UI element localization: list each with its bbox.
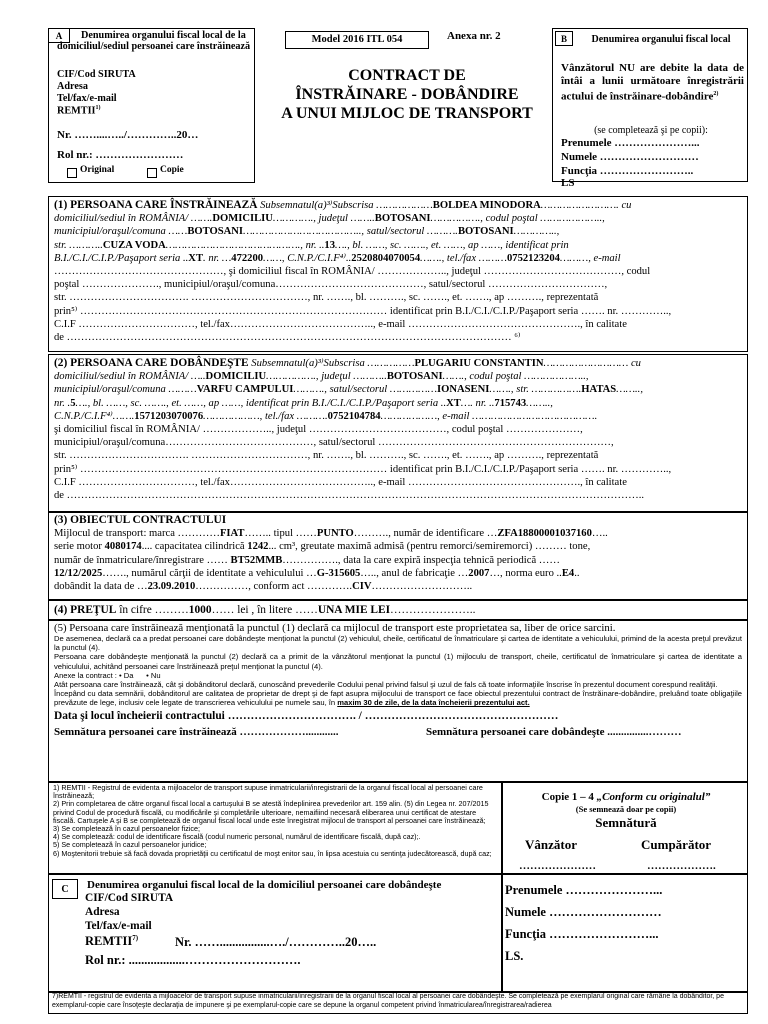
buyer-numar-ci[interactable]: 715743: [494, 397, 527, 409]
s3-l4d: …, norma euro ..: [489, 567, 562, 579]
footnote-7: 7)REMTII - registrul de evidenta a mijloacelor de transport supuse inmatricularii/inregistrarii de la organul fiscal local al persoanei care dobândeşte. Se completează pe exemplarul original care rămâne la dobânditor, pe exemplarul-copie care însoţeşte declaraţia de impunere şi pe exemplarul-copie care se depune la organul competent privind înmatricularea/înregistrarea/radierea: [52, 993, 724, 1009]
seller-municipiu[interactable]: BOTOSANI: [187, 226, 244, 238]
copies-title-a: Copie 1 – 4: [541, 791, 597, 803]
buyer-strada[interactable]: HATAS: [581, 384, 617, 396]
s2-line-6: şi domiciliul fiscal în ROMÂNIA/ ……………….., judeţul …………………………………, codul poştal …………………,: [54, 424, 583, 436]
box-a-original-option[interactable]: [67, 165, 114, 178]
box-c-tel: Tel/fax/e-mail: [85, 920, 152, 932]
copies-title: [503, 791, 749, 803]
s2-l3a: municipiul/oraşul/comuna ………: [54, 384, 197, 396]
s5-anexe[interactable]: Anexe la contract : • Da • Nu: [54, 670, 161, 680]
section-object: [48, 512, 748, 600]
s3-l2a: serie motor: [54, 541, 105, 553]
s3-l5b: ……………, conform act ………….: [195, 581, 353, 593]
contract-date-place[interactable]: Data şi locul încheierii contractului ……………………………. / ……………………………………………: [54, 709, 559, 722]
buyer-tel[interactable]: 0752104784: [327, 410, 381, 422]
seller-sector[interactable]: BOTOSANI: [457, 226, 514, 238]
s1-l1-tail: ……………………. cu: [540, 200, 632, 211]
box-b: [552, 28, 748, 189]
s3-l3a: număr de înmatriculare/înregistrare ……: [54, 554, 231, 566]
s2-line-5: [49, 410, 747, 423]
seller-name[interactable]: BOLDEA MINODORA: [432, 200, 541, 211]
s1-line-8: str. ……………………………. ……………………………, nr. ……., bl. ………., sc. ……., et. ……., ap ………., reprezentată: [54, 292, 599, 304]
box-c-remtii-label: REMTII: [85, 934, 133, 949]
box-c: [48, 874, 502, 992]
s4-a: în cifre ………: [116, 604, 189, 616]
copies-dots-vanzator[interactable]: …………………: [519, 860, 596, 872]
seller-tel[interactable]: 0752123204: [506, 252, 560, 264]
s2-l2c: ……., codul poştal ………………..,: [442, 371, 589, 383]
s2-label: (2) PERSOANA CARE DOBÂNDEŞTE: [54, 357, 249, 369]
buyer-sector[interactable]: IONASENI: [437, 384, 490, 396]
s2-l3d: ……..,: [616, 384, 643, 396]
s3-l1d: …..: [591, 528, 608, 540]
box-b-note: [561, 62, 744, 103]
s3-l3b: ……………., data la care expiră inspecţia tehnică periodică ……: [282, 554, 560, 566]
s4-line: [49, 604, 747, 617]
note-1: 1) REMTII - Registrul de evidenta a mijloacelor de transport supuse inmatricularii/inregistrarii de la organul fiscal local al persoanei care înstrăinează;: [53, 783, 483, 801]
s4-b: …… lei , în litere ……: [211, 604, 318, 616]
box-c-rol[interactable]: Rol nr.: ..................……………………….: [85, 953, 301, 967]
s2-line-1: [49, 357, 747, 370]
buyer-name[interactable]: PLUGARIU CONSTANTIN: [414, 358, 544, 369]
box-b-letter: B: [555, 31, 573, 46]
box-c-ls: LS.: [505, 949, 524, 963]
s2-line-3: [49, 383, 747, 396]
box-b-ls: LS: [561, 177, 575, 189]
box-a-remtii: [57, 105, 101, 116]
s2-line-9: prin⁵⁾ …………………………………………………………………………… identificat prin B.I./C.I./C.I.P./Paşaport seria ……. nr. …………..,: [54, 463, 672, 475]
copies-vanzator: Vânzător: [525, 837, 577, 852]
box-c-remtii-sup: 7): [132, 934, 139, 942]
s1-l4c: …., bl. ……, sc. ……., et. ……, ap ……, identificat prin: [335, 239, 569, 251]
s5-p5a: Începând cu data semnării, dobânditorul are calitatea de proprietar de drept şi de fapt asupra mijlocului de transport ce face obiectul prezentului contract de înstrăinare-dobândire, preluând toate obligaţiile prevăzute de lege, inclusiv cele legate de transcrierea vehiculului pe numele sau, în: [54, 689, 742, 708]
s3-label: (3) OBIECTUL CONTRACTULUI: [54, 514, 227, 526]
s1-line-2: [49, 212, 747, 225]
model-label: Model 2016 ITL 054: [285, 31, 429, 49]
note-5: 5) Se completează în cazul persoanelor juridice;: [53, 840, 207, 850]
original-label: Original: [80, 165, 115, 175]
s1-l3c: …………..,: [513, 226, 560, 238]
box-a-remtii-label: REMTII: [57, 105, 96, 117]
box-b-note-text: Vânzătorul NU are debite la data de întâi a lunii următoare înregistrării actului de înstrăinare-dobândire: [561, 62, 744, 103]
s2-line-4: [49, 397, 747, 410]
s5-p1: (5) Persoana care înstrăinează menţionată la punctul (1) declară ca mijlocul de transport este proprietatea sa, liber de orice sarcini.: [54, 622, 616, 634]
s1-line-3: [49, 225, 747, 238]
s3-l4e: ..: [574, 567, 580, 579]
s2-line-8: str. ……………………………. ……………………………, nr. ……., bl. ………., sc. ……., et. ……., ap ………., reprezentată: [54, 450, 599, 462]
s1-label: (1) PERSOANA CARE ÎNSTRĂINEAZĂ: [54, 199, 258, 211]
note-2: 2) Prin completarea de către organul fiscal local a cartuşului B se atestă îndeplinirea prevederilor art. 159 alin. (5) din Legea nr. 207/2015 privind Codul de procedură fiscală, cu modificările şi completările ulterioare, nemaifiind necesară eliberarea unui certificat de atestare fiscală. Cartuşele A şi B se completează de organul fiscal local unde este înregistrat mijlocul de transport al persoanei care înstrăinează;: [53, 799, 489, 825]
s3-l5c: ………………………..: [371, 581, 473, 593]
copie-label: Copie: [160, 165, 184, 175]
s3-l1b: …….. tipul ……: [244, 528, 317, 540]
section-buyer: [48, 354, 748, 512]
vehicle-motor[interactable]: 4080174: [104, 541, 142, 553]
footnote-7-box: [48, 992, 748, 1014]
vehicle-itp[interactable]: 12/12/2025: [54, 567, 103, 579]
box-b-sub: (se completează şi pe copii):: [594, 125, 708, 136]
s1-line-10: C.I.F ……………………………, tel./fax………………………………….., e-mail …………………………………………., în calitate: [54, 318, 627, 330]
seller-numar-ci[interactable]: 472200: [231, 252, 264, 264]
buyer-seria[interactable]: XT: [446, 397, 461, 409]
s1-l2b: …………., judeţul ……..: [272, 213, 375, 225]
s3-line-4: [49, 567, 747, 580]
price-words[interactable]: UNA MIE LEI: [317, 604, 391, 616]
footnotes-box: [48, 782, 502, 874]
box-c-cif: CIF/Cod SIRUTA: [85, 892, 174, 904]
s3-line-2: [49, 540, 747, 553]
vehicle-an[interactable]: 2007: [468, 567, 490, 579]
copies-semnatura: Semnătură: [595, 815, 657, 830]
seller-signature[interactable]: Semnătura persoanei care înstrăinează ………………............: [54, 725, 339, 738]
vehicle-data-dob[interactable]: 23.09.2010: [147, 581, 196, 593]
buyer-domiciliu[interactable]: DOMICILIU: [205, 371, 267, 383]
s2-l1-rest: Subsemnatul(a)³⁾Subscrisa ……………: [248, 358, 415, 369]
seller-nr[interactable]: 13: [324, 239, 336, 251]
box-c-letter: C: [52, 879, 78, 899]
s2-l5a: C.N.P./C.I.F⁴⁾…….: [54, 410, 135, 422]
copies-title-b: „Conform cu originalul”: [596, 791, 711, 803]
s3-l1a: Mijlocul de transport: marca …………: [54, 528, 220, 540]
seller-strada[interactable]: CUZA VODA: [102, 239, 166, 251]
s1-l2c: ……………., codul poştal ………………..,: [430, 213, 605, 225]
signature-row: [54, 726, 742, 740]
box-a: [48, 28, 255, 183]
s4-c: …………………..: [390, 604, 476, 616]
copies-dots-cumparator[interactable]: ……………….: [647, 860, 716, 872]
s1-line-6: …………………………………………, şi domiciliul fiscal în ROMÂNIA/ ……………….., judeţul …………………………………, codul: [54, 266, 651, 278]
copies-cumparator: Cumpărător: [641, 837, 712, 852]
s1-line-1: [49, 199, 747, 212]
s2-l4c: …. nr. ..: [460, 397, 495, 409]
s4-label: (4) PREŢUL: [54, 604, 117, 616]
vehicle-vin[interactable]: ZFA18800001037160: [497, 528, 592, 540]
seller-cnp[interactable]: 2520804070054: [351, 252, 421, 264]
box-a-tel: Tel/fax/e-mail: [57, 93, 117, 104]
buyer-signature[interactable]: Semnătura persoanei care dobândeşte ...............………: [426, 725, 682, 738]
s5-p5: [54, 689, 742, 707]
s1-l5a: B.I./C.I./C.I.P./Paşaport seria ..: [54, 252, 189, 264]
s1-l4a: str. ………..: [54, 239, 103, 251]
box-a-cif: CIF/Cod SIRUTA: [57, 69, 136, 80]
s1-line-9: prin⁵⁾ …………………………………………………………………………… identificat prin B.I./C.I./C.I.P./Paşaport seria ……. nr. …………..,: [54, 305, 672, 317]
note-6: 6) Moştenitorii trebuie să facă dovada proprietăţii cu certificatul de moşt enitor sau, în lipsa acestuia cu sentinţa judecătorească, după caz;: [53, 848, 492, 858]
original-checkbox[interactable]: [67, 168, 77, 178]
buyer-judet[interactable]: BOTOSANI: [386, 371, 443, 383]
vehicle-act[interactable]: CIV: [352, 581, 372, 593]
s3-line-5: [49, 580, 747, 593]
box-a-adresa: Adresa: [57, 81, 88, 92]
s3-l2b: .... capacitatea cilindrică: [141, 541, 248, 553]
note-4: 4) Se completează: codul de identificare fiscală (codul numeric personal, numărul de identificare fiscală, după caz);.: [53, 832, 421, 842]
vehicle-plate[interactable]: BT52MMB: [230, 554, 283, 566]
copies-sub: (Se semnează doar pe copii): [575, 804, 677, 814]
s5-p2: De asemenea, declară ca a predat persoanei care dobândeşte menţionat la punctul (2) vehiculul, cheile, certificatul de înmatriculare şi cartea de identitate a vehiculului, primind de la acesta preţul prevăzut la punctul (4).: [54, 634, 742, 653]
vehicle-cc[interactable]: 1242: [247, 541, 269, 553]
box-a-header: Denumirea organului fiscal local de la domiciliul/sediul persoanei care înstrăinează: [57, 30, 251, 53]
s3-line-3: [49, 554, 747, 567]
s3-l4c: ….., anul de fabricaţie …: [360, 567, 469, 579]
s1-line-11: de ……………………………………………………………………………………………………………… ⁶⁾: [54, 332, 521, 344]
s2-line-2: [49, 370, 747, 383]
s5-p5b: maxim 30 de zile, de la data încheierii prezentului act.: [337, 698, 530, 708]
s1-line-5: [49, 252, 747, 265]
buyer-municipiu[interactable]: VARFU CAMPULUI: [196, 384, 294, 396]
buyer-cnp[interactable]: 1571203070076: [134, 410, 204, 422]
s2-l5b: ………………, tel./fax ……….: [203, 410, 328, 422]
box-a-remtii-sup: 1): [95, 105, 101, 111]
note-3: 3) Se completează în cazul persoanelor fizice;: [53, 824, 201, 834]
box-a-nr[interactable]: Nr. ……....…../…………..20…: [57, 129, 199, 141]
box-c-signature: [502, 874, 748, 992]
vehicle-marca[interactable]: FIAT: [219, 528, 245, 540]
s2-l3c: ……., str. …………….: [489, 384, 582, 396]
box-b-note-sup: 2): [713, 90, 719, 97]
price-digits[interactable]: 1000: [188, 604, 212, 616]
title-line-1: CONTRACT DE: [348, 67, 466, 84]
s3-line-1: [49, 527, 747, 540]
title-line-2: ÎNSTRĂINARE - DOBÂNDIRE: [295, 86, 519, 103]
box-a-letter: A: [48, 28, 70, 43]
anexa-label: Anexa nr. 2: [447, 30, 501, 42]
s2-l1-tail: ……………………… cu: [543, 358, 641, 369]
s3-l5a: dobândit la data de …: [54, 581, 148, 593]
s3-l4b: ……., numărul cărţii de identitate a vehiculului …: [102, 567, 317, 579]
s2-line-11: de ………………………………………………………………………………………………………………………………………………..: [54, 490, 645, 502]
seller-domiciliu[interactable]: DOMICILIU: [212, 213, 273, 225]
box-c-prenume[interactable]: Prenumele …………………...: [505, 883, 663, 897]
box-b-prenume[interactable]: Prenumele …………………...: [561, 137, 700, 149]
box-c-functia[interactable]: Funcţia ……………………...: [505, 927, 659, 941]
buyer-nr[interactable]: 5: [70, 397, 76, 409]
s5-p4: Atât persoana care înstrăinează, cât şi dobânditorul declară, cunoscând prevederile Codului penal privind falsul şi uzul de fals că toate informaţiile înscrise în prezentul document corespund realităţii.: [54, 680, 718, 690]
title-line-3: A UNUI MIJLOC DE TRANSPORT: [281, 105, 533, 122]
box-b-header: Denumirea organului fiscal local: [591, 34, 731, 45]
s3-l2c: ... cm³, greutate maximă admisă (pentru remorci/semiremorci) ……… tone,: [268, 541, 591, 553]
box-a-rol[interactable]: Rol nr.: ……………………: [57, 149, 184, 161]
s2-line-10: C.I.F ……………………………, tel./fax………………………………….., e-mail …………………………………………., în calitate: [54, 476, 627, 488]
s1-l3a: municipiul/oraşul/comuna ……: [54, 226, 188, 238]
s2-line-7: municipiul/oraşul/comuna……………………………………, satul/sectorul …………………………………………………………,: [54, 437, 614, 449]
section-seller: [48, 196, 748, 352]
vehicle-euro[interactable]: E4: [561, 567, 575, 579]
s2-l2a: domiciliul/sediul în ROMÂNIA/ …..: [54, 371, 206, 383]
s2-l4b: …., bl. ……, sc. ……., et. ……, ap ……, identificat prin B.I./C.I./C.I.P./Paşaport seria ..: [75, 397, 447, 409]
box-c-nr[interactable]: Nr. ……................…./…………..20…..: [175, 935, 377, 949]
box-c-header: Denumirea organului fiscal local de la domiciliul persoanei care dobândeşte: [87, 879, 442, 891]
s3-l1c: ………., număr de identificare …: [353, 528, 498, 540]
box-a-copie-option[interactable]: [147, 165, 184, 178]
s2-l5c: ………………, e-mail ………………………………….: [380, 410, 598, 422]
s1-l2a: domiciliul/sediul în ROMÂNIA/ …….: [54, 213, 213, 225]
s1-l5d: ……., tel./fax ………: [420, 252, 507, 264]
box-c-adresa: Adresa: [85, 906, 120, 918]
box-b-functia[interactable]: Funcţia ……………………..: [561, 165, 694, 177]
s1-line-4: [49, 239, 747, 252]
seller-seria[interactable]: XT: [188, 252, 204, 264]
vehicle-civ-nr[interactable]: G-315605: [316, 567, 361, 579]
s1-l4b: ……………………………………., nr. ..: [165, 239, 325, 251]
s1-line-7: poştal …………………., municipiul/oraşul/comuna……………………………………, satul/sectorul ……………………………,: [54, 279, 608, 291]
s1-l3b: ……………………………….., satul/sectorul ……….: [243, 226, 458, 238]
section-price: [48, 600, 748, 620]
s2-l2b: ……………., judeţul ………..: [266, 371, 387, 383]
vehicle-tip[interactable]: PUNTO: [316, 528, 354, 540]
box-c-nume[interactable]: Numele ………………………: [505, 905, 662, 919]
section-declarations: [48, 620, 748, 782]
s2-l4a: nr. .: [54, 397, 71, 409]
s5-p3: Persoana care dobândeşte menţionată la punctul (2) declară ca a primit de la vânzătorul menţionat la punctul (1) mijloculu de transport, cheile, certificatul de înmatriculare şi cartea de identitate a vehiculului, achitând persoanei care înstrăinează preţul menţionat la punctul (4).: [54, 652, 742, 671]
s2-l4d: ……..,: [526, 397, 553, 409]
s2-l3b: ………., satul/sectorul ……………: [293, 384, 437, 396]
copie-checkbox[interactable]: [147, 168, 157, 178]
s1-l1-rest: Subsemnatul(a)³⁾Subscrisa ………………: [257, 200, 433, 211]
s1-l5e: ………, e-mail: [559, 252, 621, 264]
copies-box: [502, 782, 748, 874]
s1-l5b: . nr. …: [203, 252, 232, 264]
s1-l5c: ……, C.N.P./C.I.F⁴⁾..: [263, 252, 352, 264]
seller-judet[interactable]: BOTOSANI: [374, 213, 431, 225]
box-c-remtii: [85, 934, 138, 949]
box-b-nume[interactable]: Numele ………………………: [561, 151, 699, 163]
